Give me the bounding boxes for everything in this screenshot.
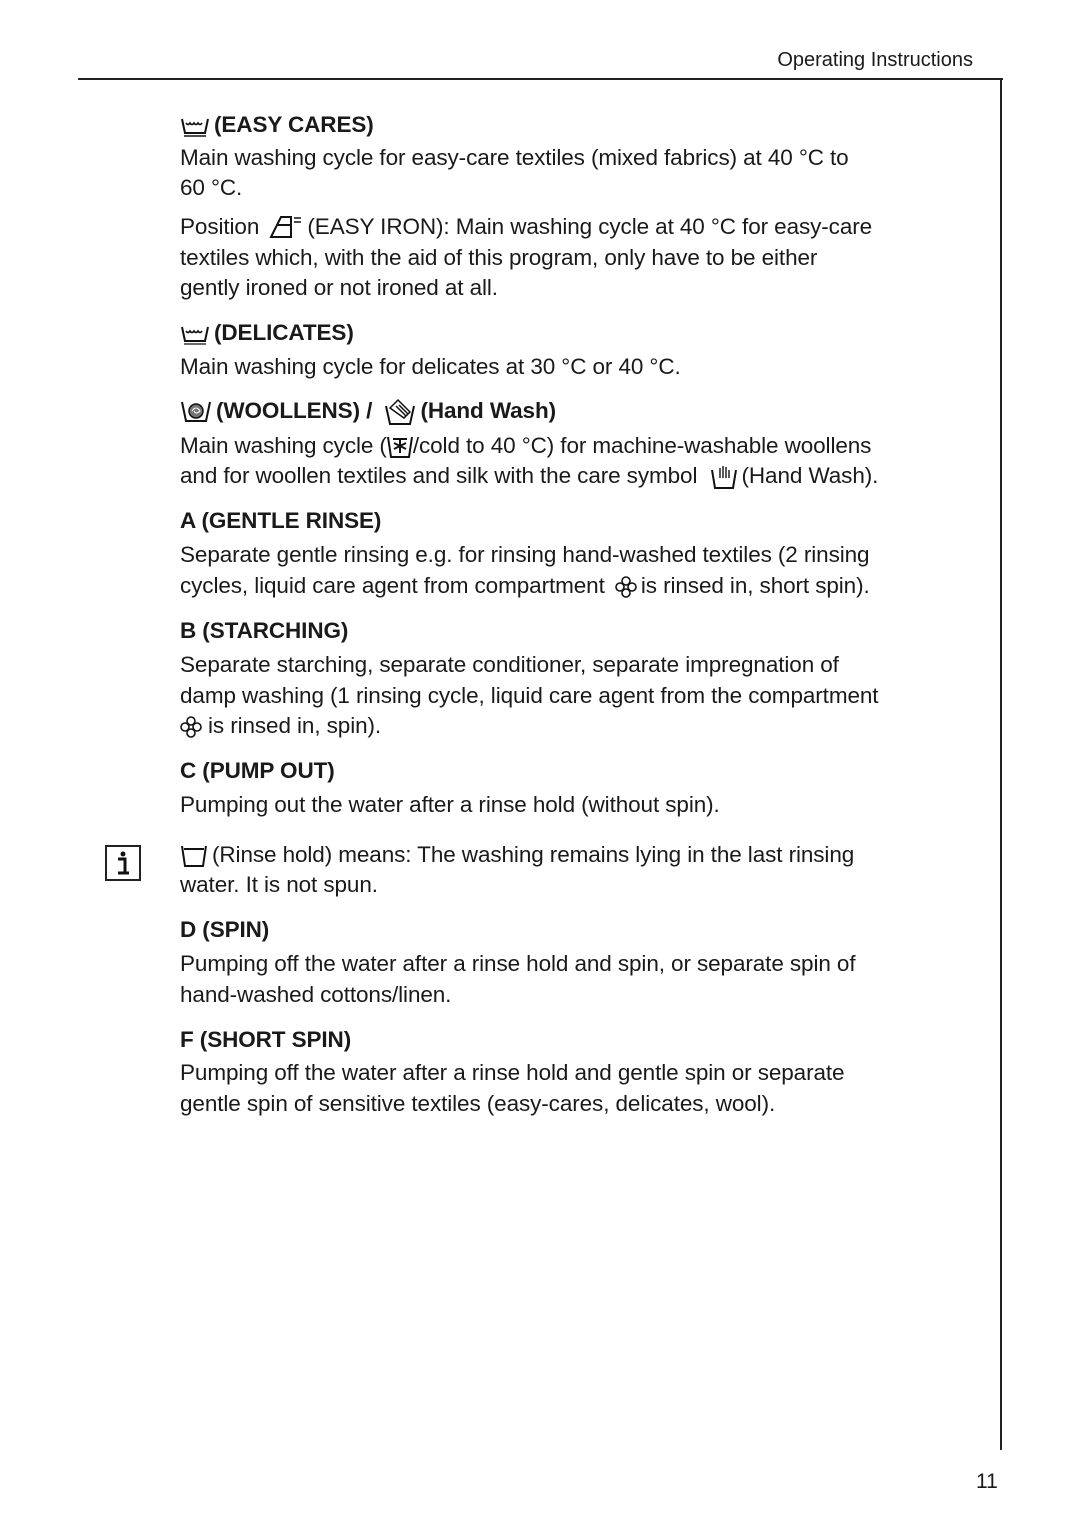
text-line: Separate starching, separate conditioner, separate impregnation of [180,652,839,677]
text-line: hand-washed cottons/linen. [180,982,452,1007]
text-line: textiles which, with the aid of this program, only have to be either [180,245,818,270]
section-heading-easy-cares: (EASY CARES) [180,110,374,140]
easy-iron-icon [269,215,303,241]
text-line: Separate gentle rinsing e.g. for rinsing hand-washed textiles (2 rinsing [180,542,870,567]
hand-wash-icon [384,398,416,426]
running-header: Operating Instructions [777,49,973,71]
page-number: 11 [976,1470,998,1493]
section-heading-pump-out: C (PUMP OUT) [180,758,335,783]
info-icon [105,845,141,881]
delicates-tub-icon [180,323,210,345]
section-heading-delicates: (DELICATES) [180,318,354,348]
text-line: Pumping out the water after a rinse hold (without spin). [180,792,720,817]
section-heading-gentle-rinse: A (GENTLE RINSE) [180,508,382,533]
text-line: gently ironed or not ironed at all. [180,275,498,300]
cold-wash-icon [387,435,413,459]
text-line: Pumping off the water after a rinse hold and gentle spin or separate [180,1060,845,1085]
section-heading-woollens: (WOOLLENS) / (Hand Wash) [180,396,556,426]
note-line: (Rinse hold) means: The washing remains lying in the last rinsing [180,840,854,870]
text-line: Pumping off the water after a rinse hold and spin, or separate spin of [180,951,856,976]
text-line: Main washing cycle ( /cold to 40 °C) for machine-washable woollens [180,433,872,458]
easy-care-tub-icon [180,115,210,137]
flower-compartment-icon [615,576,637,598]
text-line: Main washing cycle for delicates at 30 °C or 40 °C. [180,354,681,379]
text-line: Position (EASY IRON): Main washing cycle at 40 °C for easy-care [180,212,872,242]
text-line: and for woollen textiles and silk with the care symbol (Hand Wash). [180,461,878,491]
text-line: 60 °C. [180,175,243,200]
text-line: is rinsed in, spin). [180,711,381,741]
wool-icon [180,399,212,425]
flower-compartment-icon [180,716,202,738]
section-heading-short-spin: F (SHORT SPIN) [180,1027,352,1052]
rinse-hold-icon [180,844,208,868]
note-line: water. It is not spun. [180,872,378,897]
text-line: Main washing cycle for easy-care textiles (mixed fabrics) at 40 °C to [180,145,849,170]
text-line: damp washing (1 rinsing cycle, liquid care agent from the compartment [180,683,879,708]
text-line: gentle spin of sensitive textiles (easy-cares, delicates, wool). [180,1091,776,1116]
section-heading-starching: B (STARCHING) [180,618,349,643]
section-heading-spin: D (SPIN) [180,917,270,942]
hand-wash-care-icon [710,464,738,490]
margin-rule [1000,78,1002,1450]
text-line: cycles, liquid care agent from compartment is rinsed in, short spin). [180,573,870,598]
header-rule [78,78,1003,80]
